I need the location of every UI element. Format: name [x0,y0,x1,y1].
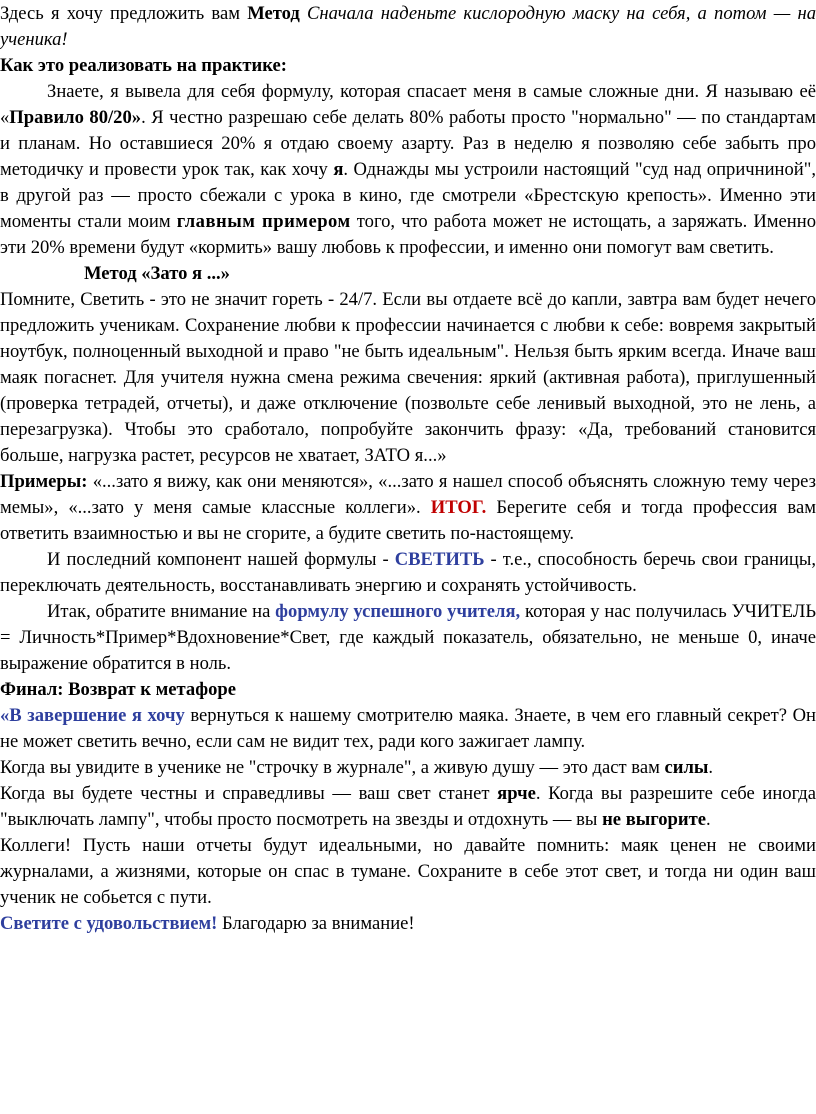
closing-paragraph [0,911,816,937]
zato-paragraph: Помните, Светить - это не значит гореть - 24/7. Если вы отдаете всё до капли, завтра вам будет нечего предложить ученикам. Сохранение любви к профессии начинается с любви к себе: вовремя закрытый ноутбук, полноценный выходной и право "не быть идеальным". Нельзя быть ярким всегда. Иначе ваш маяк погаснет. Для учителя нужна смена режима свечения: яркий (активная работа), приглушенный (проверка тетрадей, отчеты), и даже отключение (позвольте себе ленивый выходной, это не лень, а перезагрузка). Чтобы это сработало, попробуйте закончить фразу: «Да, требований становится больше, нагрузка растет, ресурсов не хватает, ЗАТО я...» [0,289,816,466]
intro-paragraph [0,1,816,53]
shine-text-2: - т.е., способность беречь свои границы, переключать деятельность, восстанавливать энергию и сохранять устойчивость. [0,549,816,596]
practice-text-3: . Однажды мы устроили настоящий "суд над опричниной", в другой раз — просто сбежали с урока в кино, где смотрели «Брестскую крепость». Именно эти моменты стали моим [0,159,816,232]
result-label: ИТОГ. [430,497,487,518]
practice-text-4: того, что работа может не истощать, а заряжать. Именно эти 20% времени будут «кормить» вашу любовь к профессии, и именно они помогут вам светить. [0,211,816,258]
result-text: Берегите себя и тогда профессия вам ответить взаимностью и вы не сгорите, а будите светить по-настоящему. [0,497,816,544]
method-quote: Сначала наденьте кислородную маску на себя, а потом — на ученика! [0,3,816,50]
closing-text: Благодарю за внимание! [217,913,415,934]
practice-heading: Как это реализовать на практике: [0,55,287,76]
shine-paragraph [0,547,816,599]
formula-text-1: Итак, обратите внимание на [47,601,276,622]
formula-text-2: которая у нас получилась УЧИТЕЛЬ = Личность*Пример*Вдохновение*Свет, где каждый показатель, обязательно, не меньше 0, иначе выражение обратится в ноль. [0,601,816,674]
emphasis-ya: я [333,159,344,180]
final-text-3: Когда вы будете честны и справедливы — ваш свет станет [0,783,498,804]
final-text-3b: . Когда вы разрешите себе иногда "выключать лампу", чтобы просто посмотреть на звезды и отдохнуть — вы [0,783,816,830]
final-lead: «В завершение я хочу [0,705,185,726]
final-text-1: вернуться к нашему смотрителю маяка. Знаете, в чем его главный секрет? Он не может светить вечно, если сам не видит тех, ради кого зажигает лампу. [0,705,816,752]
examples-label: Примеры: [0,471,88,492]
final-paragraph-2 [0,755,816,781]
shine-keyword: СВЕТИТЬ [394,549,485,570]
final-text-3-end: . [705,809,711,830]
final-text-2: Когда вы увидите в ученике не "строчку в журнале", а живую душу — это даст вам [0,757,665,778]
emphasis-ne-vygorite: не выгорите [602,809,706,830]
examples-text: «...зато я вижу, как они меняются», «...зато я нашел способ объяснять сложную тему через мемы», «...зато у меня самые классные коллеги». [0,471,816,518]
final-text-2-end: . [708,757,714,778]
formula-highlight: формулу успешного учителя, [275,601,521,622]
final-heading: Финал: Возврат к метафоре [0,679,236,700]
practice-text-2: . Я честно разрешаю себе делать 80% работы просто "нормально" — по стандартам и планам. Но оставшиеся 20% я отдаю своему азарту. Раз в неделю я позволяю себе забыть про методичку и провести урок так, как хочу [0,107,816,180]
emphasis-sily: силы [664,757,709,778]
final-paragraph-3 [0,781,816,833]
rule-80-20: Правило 80/20» [9,107,142,128]
intro-text: Здесь я хочу предложить вам [0,3,248,24]
closing-bold: Светите с удовольствием! [0,913,218,934]
final-paragraph-4: Коллеги! Пусть наши отчеты будут идеальными, но давайте помнить: маяк ценен не своими журналами, а жизнями, которые он спас в тумане. Сохраните в себе этот свет, и тогда ни один ваш ученик не собьется с пути. [0,835,816,908]
emphasis-yarche: ярче [497,783,536,804]
examples-paragraph [0,469,816,547]
formula-paragraph [0,599,816,677]
main-example: главным примером [176,211,351,232]
final-paragraph-1 [0,703,816,755]
shine-text-1: И последний компонент нашей формулы - [47,549,395,570]
zato-heading: Метод «Зато я ...» [84,263,230,284]
practice-text-1: Знаете, я вывела для себя формулу, которая спасает меня в самые сложные дни. Я называю её « [0,81,816,128]
practice-paragraph [0,79,816,261]
method-label: Метод [247,3,300,24]
